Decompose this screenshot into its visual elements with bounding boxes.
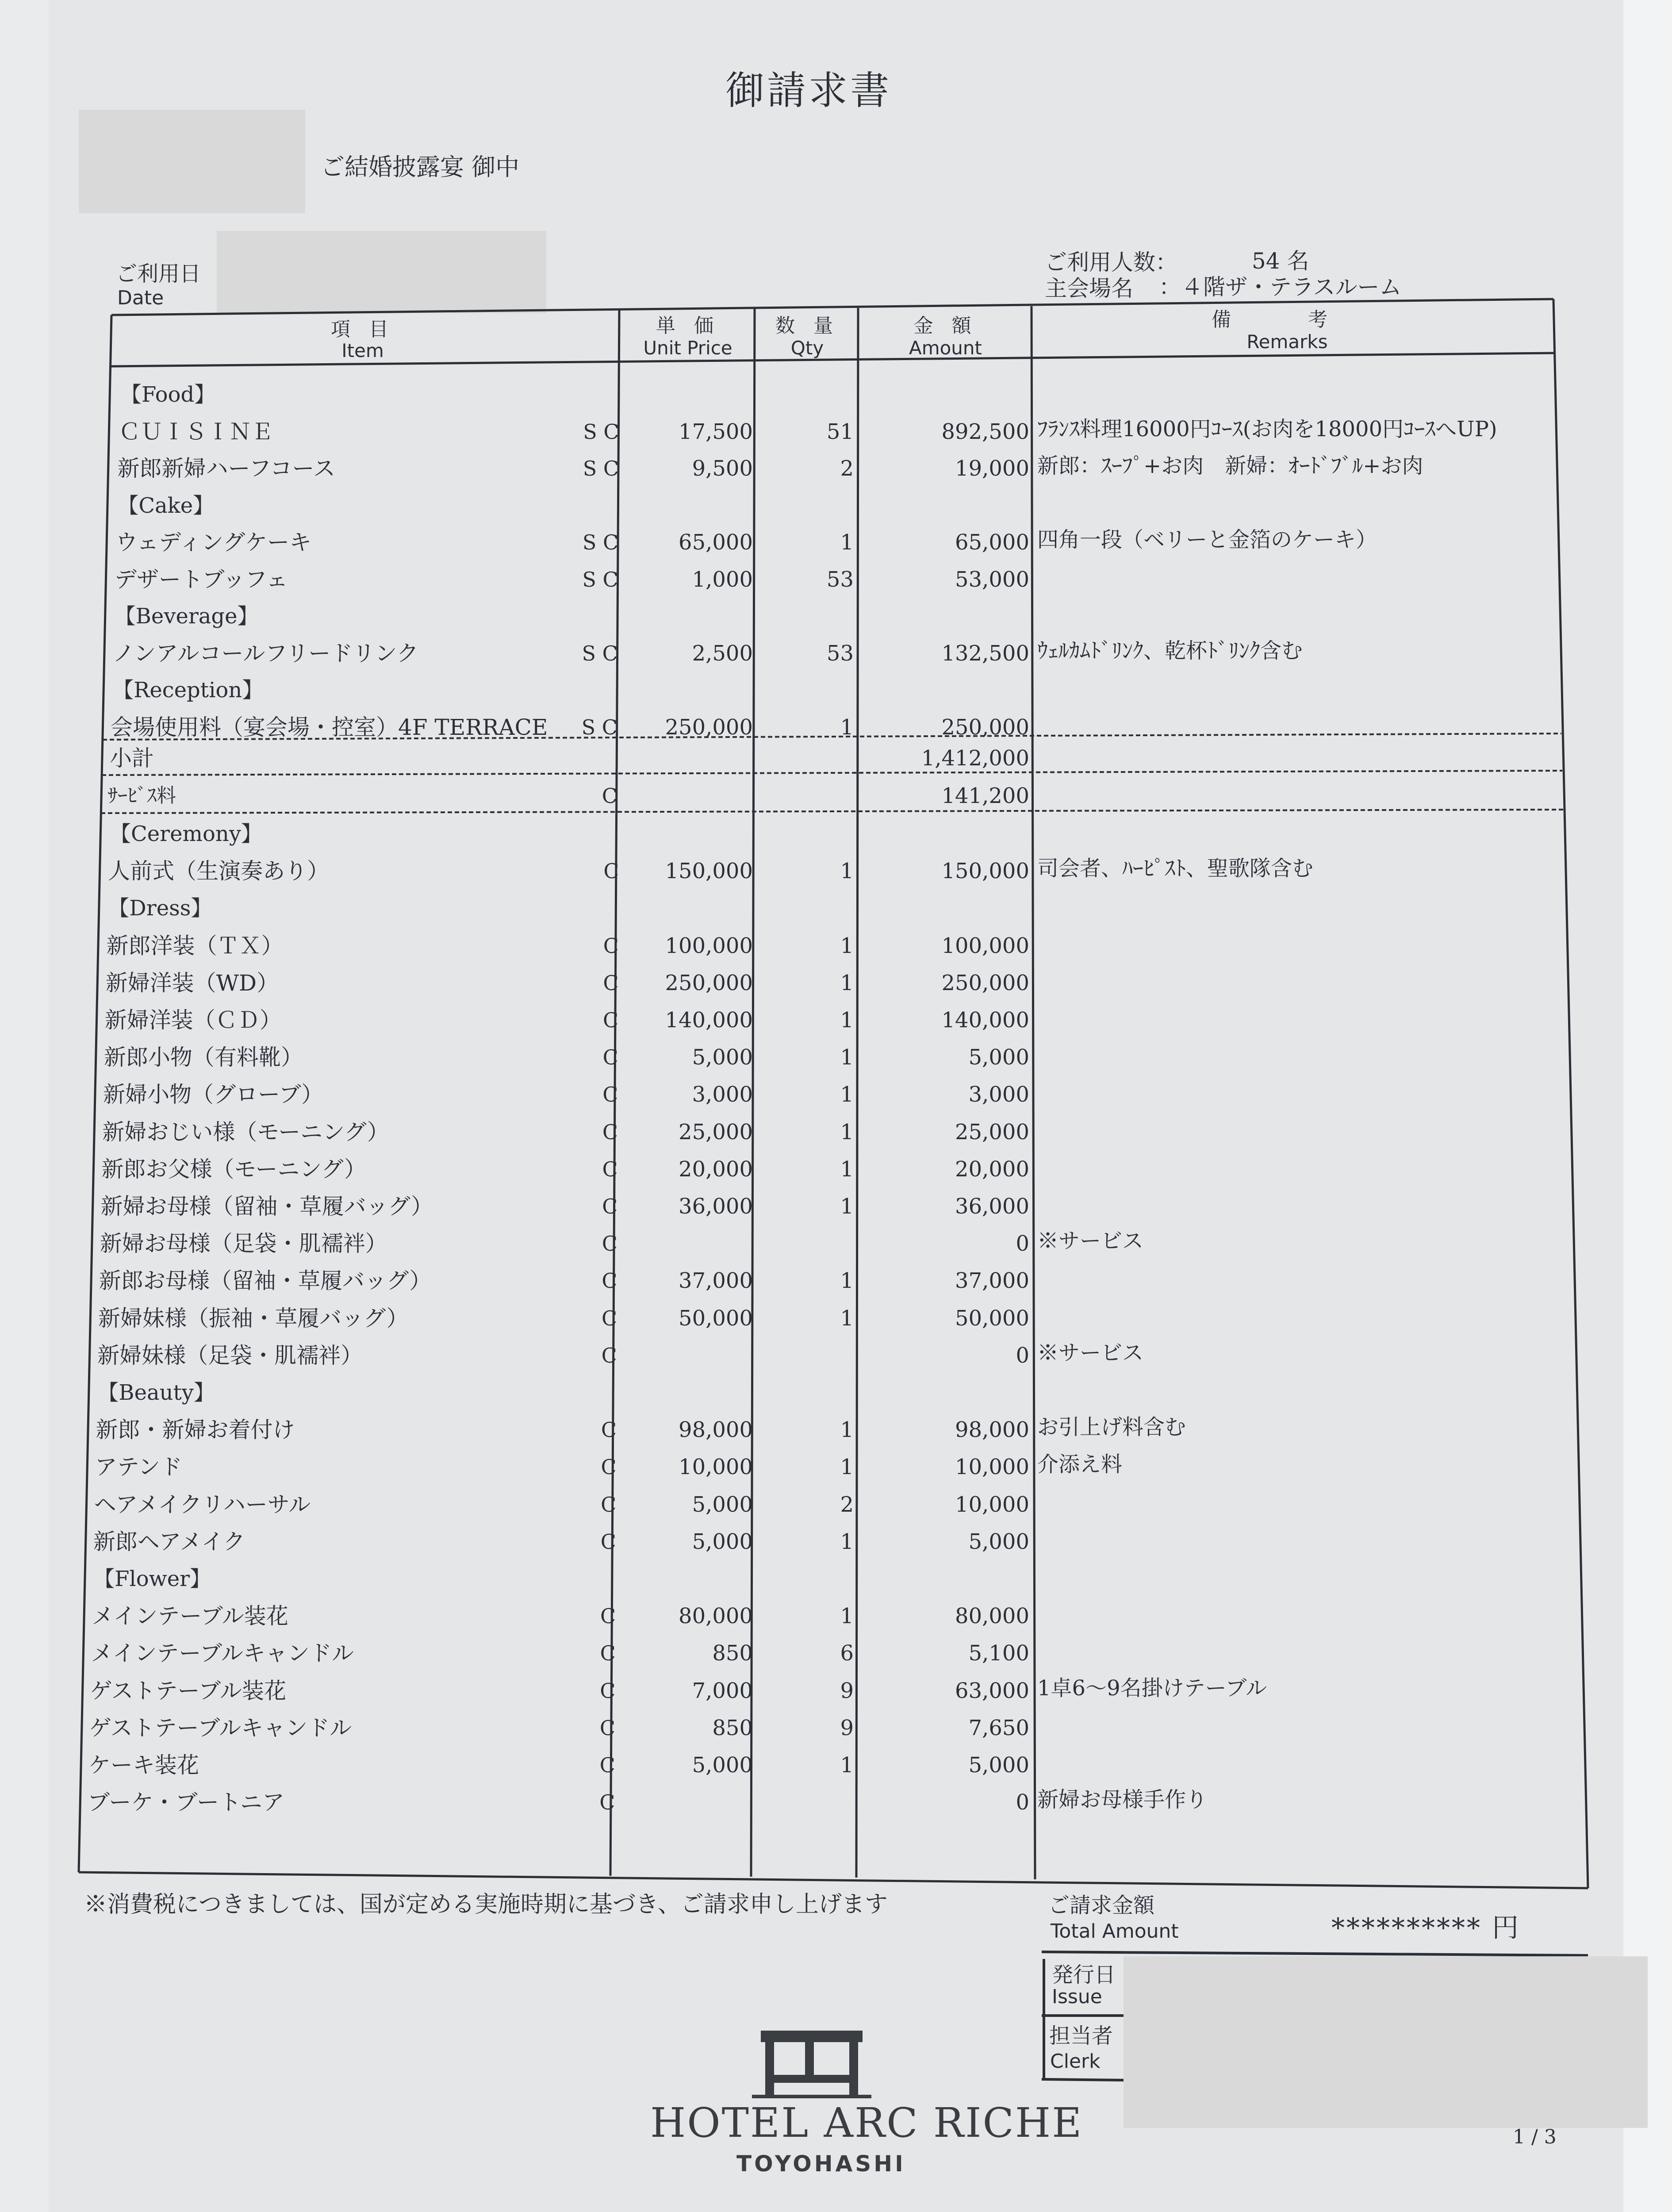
item-label: 新郎ヘアメイク — [93, 1528, 245, 1555]
guests-value: 54 名 — [1252, 248, 1309, 274]
tax-note: ※消費税につきましては、国が定める実施時期に基づき、ご請求申し上げます — [84, 1891, 888, 1918]
quantity: 53 — [826, 567, 854, 592]
item-code: C — [601, 1306, 617, 1330]
item-code: C — [599, 1790, 615, 1815]
total-label-en: Total Amount — [1051, 1920, 1179, 1943]
quantity — [756, 1784, 854, 1821]
unit-price: 150,000 — [665, 859, 753, 884]
quantity: 53 — [826, 641, 854, 666]
amount: 10,000 — [955, 1492, 1029, 1517]
category-label: 【Flower】 — [93, 1567, 211, 1591]
hotel-logo-subtext: TOYOHASHI — [736, 2151, 906, 2177]
date-label-jp: ご利用日 — [116, 261, 201, 286]
header-price-jp: 単 価 — [656, 315, 720, 337]
item-label: 新郎小物（有料靴） — [104, 1045, 303, 1071]
amount: 20,000 — [955, 1156, 1029, 1182]
item-code: C — [602, 1008, 619, 1032]
remarks: お引上げ料含む — [1037, 1415, 1186, 1440]
item-label: 会場使用料（宴会場・控室）4F TERRACE — [111, 714, 548, 740]
quantity: 2 — [840, 456, 854, 481]
remarks: ※サービス — [1037, 1229, 1144, 1254]
item-code: C — [600, 1641, 616, 1666]
clerk-label-en: Clerk — [1050, 2050, 1101, 2073]
item-label: ＣＵＩＳＩＮＥ — [118, 419, 273, 445]
item-code: S C — [582, 567, 618, 591]
hotel-logo-text: HOTEL ARC RICHE — [650, 2099, 1083, 2147]
item-label: 新郎洋装（ＴＸ） — [106, 933, 284, 959]
amount: 50,000 — [955, 1306, 1029, 1331]
item-label: ゲストテーブル装花 — [90, 1678, 287, 1704]
unit-price: 850 — [712, 1715, 753, 1740]
unit-price: 9,500 — [692, 456, 753, 481]
unit-price: 5,000 — [692, 1492, 753, 1517]
header-remarks-jp: 備 考 — [1212, 308, 1363, 331]
item-label: 新婦おじい様（モーニング） — [102, 1119, 389, 1145]
unit-price: 17,500 — [679, 419, 753, 444]
quantity: 1 — [840, 1455, 854, 1480]
item-code: C — [602, 1045, 618, 1070]
unit-price: 140,000 — [665, 1008, 753, 1033]
quantity: 1 — [840, 530, 854, 555]
item-label: ケーキ装花 — [88, 1752, 199, 1778]
quantity — [756, 1225, 854, 1262]
item-code: S C — [583, 457, 619, 480]
amount: 0 — [1016, 1790, 1029, 1815]
unit-price — [625, 1337, 753, 1374]
item-code: S C — [582, 641, 618, 665]
amount: 98,000 — [955, 1417, 1029, 1443]
service-amount: 141,200 — [941, 783, 1029, 808]
unit-price: 37,000 — [679, 1268, 753, 1294]
item-code: S C — [582, 530, 619, 554]
amount: 140,000 — [941, 1008, 1029, 1033]
quantity: 1 — [840, 1306, 854, 1331]
quantity: 6 — [840, 1641, 854, 1666]
subtotal-label: 小計 — [110, 745, 154, 771]
item-code: C — [603, 971, 619, 995]
unit-price: 5,000 — [692, 1753, 753, 1778]
redacted-name — [79, 110, 305, 213]
remarks: 介添え料 — [1037, 1452, 1123, 1477]
unit-price: 50,000 — [679, 1306, 753, 1331]
document-title: 御請求書 — [725, 68, 892, 113]
redacted-date — [217, 231, 546, 313]
category-label: 【Reception】 — [112, 678, 264, 703]
item-code: C — [599, 1716, 616, 1740]
quantity: 1 — [840, 1156, 854, 1182]
category-label: 【Food】 — [120, 382, 216, 407]
item-label: 新郎お母様（留袖・草履バッグ） — [99, 1268, 432, 1294]
quantity: 1 — [840, 1194, 854, 1219]
item-label: ブーケ・ブートニア — [88, 1790, 284, 1816]
quantity: 1 — [840, 1119, 854, 1144]
item-label: 新婦洋装（WD） — [105, 970, 279, 996]
redacted-issue-clerk — [1124, 1956, 1648, 2128]
total-label-jp: ご請求金額 — [1048, 1893, 1155, 1918]
service-label: ｻｰﾋﾞｽ料 — [108, 784, 176, 807]
amount: 37,000 — [955, 1268, 1029, 1294]
quantity: 2 — [840, 1492, 854, 1517]
unit-price: 850 — [712, 1641, 753, 1666]
unit-price: 25,000 — [679, 1119, 753, 1144]
quantity: 51 — [826, 419, 854, 444]
service-code: C — [602, 784, 617, 808]
unit-price: 80,000 — [679, 1604, 753, 1629]
item-label: 新婦小物（グローブ） — [103, 1082, 324, 1108]
item-label: 新郎お父様（モーニング） — [101, 1156, 366, 1182]
quantity: 1 — [840, 1268, 854, 1294]
quantity: 1 — [840, 1008, 854, 1033]
total-value: ********** 円 — [1331, 1912, 1521, 1943]
header-qty-jp: 数 量 — [775, 315, 839, 337]
item-code: C — [602, 1157, 618, 1181]
amount: 250,000 — [941, 714, 1029, 740]
item-code: C — [602, 1120, 618, 1144]
item-label: メインテーブル装花 — [92, 1603, 288, 1629]
amount: 150,000 — [941, 859, 1029, 884]
quantity — [756, 1337, 854, 1374]
item-code: C — [601, 1343, 617, 1367]
quantity: 9 — [840, 1678, 854, 1703]
amount: 5,100 — [968, 1641, 1029, 1666]
header-item-en: Item — [341, 340, 384, 361]
unit-price: 1,000 — [692, 567, 753, 592]
quantity: 9 — [840, 1715, 854, 1740]
item-code: C — [599, 1753, 615, 1777]
amount: 19,000 — [955, 456, 1029, 481]
unit-price: 10,000 — [679, 1455, 753, 1480]
addressee: ご結婚披露宴 御中 — [321, 153, 520, 181]
item-label: 新郎・新婦お着付け — [96, 1417, 295, 1443]
item-label: 新婦洋装（ＣＤ） — [104, 1007, 282, 1033]
amount: 36,000 — [955, 1194, 1029, 1219]
amount: 5,000 — [968, 1753, 1029, 1778]
item-label: 新婦お母様（留袖・草履バッグ） — [100, 1194, 433, 1219]
issue-label-jp: 発行日 — [1052, 1962, 1116, 1987]
header-qty-en: Qty — [790, 337, 824, 359]
item-label: 新婦妹様（振袖・草履バッグ） — [98, 1305, 409, 1331]
item-code: C — [602, 1194, 618, 1218]
item-label: 人前式（生演奏あり） — [108, 858, 330, 884]
unit-price — [625, 1225, 753, 1262]
category-label: 【Cake】 — [117, 493, 215, 518]
unit-price: 98,000 — [679, 1417, 753, 1443]
page-number: 1 / 3 — [1513, 2126, 1557, 2148]
unit-price: 3,000 — [692, 1082, 753, 1107]
quantity: 1 — [840, 1604, 854, 1629]
amount: 132,500 — [941, 641, 1029, 666]
remarks: 1卓6～9名掛けテーブル — [1037, 1675, 1267, 1701]
quantity: 1 — [840, 1417, 854, 1443]
item-label: ノンアルコールフリードリンク — [112, 640, 419, 666]
quantity: 1 — [840, 933, 854, 958]
item-label: メインテーブルキャンドル — [91, 1640, 354, 1667]
clerk-label-jp: 担当者 — [1049, 2024, 1113, 2048]
quantity: 1 — [840, 714, 854, 740]
category-label: 【Beauty】 — [97, 1380, 215, 1405]
unit-price: 250,000 — [665, 714, 753, 740]
unit-price: 100,000 — [665, 933, 753, 958]
item-code: C — [603, 933, 619, 958]
amount: 250,000 — [941, 970, 1029, 995]
header-amount-en: Amount — [909, 337, 982, 359]
remarks: ｳｪﾙｶﾑﾄﾞﾘﾝｸ、乾杯ﾄﾞﾘﾝｸ含む — [1037, 638, 1303, 663]
unit-price: 20,000 — [679, 1156, 753, 1182]
quantity: 1 — [840, 859, 854, 884]
category-label: 【Ceremony】 — [110, 822, 262, 846]
header-price-en: Unit Price — [643, 337, 732, 359]
remarks: ※サービス — [1037, 1340, 1144, 1365]
item-code: S C — [581, 715, 617, 739]
item-code: C — [600, 1529, 616, 1554]
item-code: C — [601, 1418, 617, 1442]
amount: 63,000 — [955, 1678, 1029, 1703]
remarks: 新婦お母様手作り — [1037, 1787, 1208, 1813]
category-label: 【Dress】 — [108, 896, 212, 921]
header-amount-jp: 金 額 — [913, 315, 978, 337]
header-remarks-en: Remarks — [1246, 331, 1328, 353]
item-code: C — [600, 1604, 616, 1628]
item-code: C — [603, 859, 619, 883]
amount: 892,500 — [941, 419, 1029, 444]
amount: 25,000 — [955, 1119, 1029, 1144]
amount: 0 — [1016, 1231, 1029, 1256]
quantity: 1 — [840, 1753, 854, 1778]
remarks: 司会者、ﾊｰﾋﾟｽﾄ、聖歌隊含む — [1037, 856, 1314, 881]
unit-price — [625, 1784, 753, 1821]
quantity: 1 — [840, 1082, 854, 1107]
amount: 100,000 — [941, 933, 1029, 958]
amount: 3,000 — [968, 1082, 1029, 1107]
unit-price: 2,500 — [692, 641, 753, 666]
item-label: ゲストテーブルキャンドル — [89, 1715, 352, 1741]
item-code: S C — [583, 419, 619, 444]
remarks: 四角一段（ベリーと金箔のケーキ） — [1037, 527, 1377, 552]
amount: 65,000 — [955, 530, 1029, 555]
amount: 10,000 — [955, 1455, 1029, 1480]
item-label: 新婦妹様（足袋・肌襦袢） — [97, 1342, 363, 1368]
item-label: デザートブッフェ — [114, 566, 288, 592]
category-label: 【Beverage】 — [114, 604, 259, 629]
unit-price: 65,000 — [679, 530, 753, 555]
unit-price: 5,000 — [692, 1045, 753, 1070]
item-code: C — [600, 1678, 616, 1703]
amount: 5,000 — [968, 1529, 1029, 1554]
unit-price: 36,000 — [679, 1194, 753, 1219]
item-label: 新郎新婦ハーフコース — [117, 456, 336, 481]
date-label-en: Date — [117, 287, 164, 309]
amount: 53,000 — [955, 567, 1029, 592]
amount: 80,000 — [955, 1604, 1029, 1629]
unit-price: 250,000 — [665, 970, 753, 995]
venue-label: 主会場名 — [1045, 276, 1133, 301]
quantity: 1 — [840, 970, 854, 995]
venue-value: ：４階ザ・テラスルーム — [1159, 274, 1402, 300]
item-code: C — [601, 1492, 617, 1517]
header-item-jp: 項 目 — [331, 318, 395, 341]
remarks: ﾌﾗﾝｽ料理16000円ｺｰｽ(お肉を18000円ｺｰｽへUP) — [1037, 416, 1497, 442]
unit-price: 5,000 — [692, 1529, 753, 1554]
amount: 7,650 — [968, 1715, 1029, 1740]
amount: 0 — [1016, 1343, 1029, 1368]
quantity: 1 — [840, 1045, 854, 1070]
item-label: ヘアメイクリハーサル — [94, 1491, 311, 1517]
item-code: C — [602, 1269, 617, 1293]
issue-label-en: Issue — [1052, 1985, 1102, 2008]
item-code: C — [601, 1455, 617, 1479]
item-code: C — [602, 1083, 618, 1107]
unit-price: 7,000 — [692, 1678, 753, 1703]
item-label: アテンド — [95, 1454, 183, 1480]
item-code: C — [602, 1232, 617, 1256]
item-label: 新婦お母様（足袋・肌襦袢） — [100, 1231, 387, 1257]
item-label: ウェディングケーキ — [115, 530, 312, 555]
quantity: 1 — [840, 1529, 854, 1554]
subtotal-amount: 1,412,000 — [921, 746, 1029, 771]
amount: 5,000 — [968, 1045, 1029, 1070]
guests-label: ご利用人数： — [1045, 250, 1177, 275]
remarks: 新郎：ｽｰﾌﾟ+お肉 新婦：ｵｰﾄﾞﾌﾞﾙ+お肉 — [1037, 453, 1423, 478]
page-edge — [1623, 0, 1672, 2212]
